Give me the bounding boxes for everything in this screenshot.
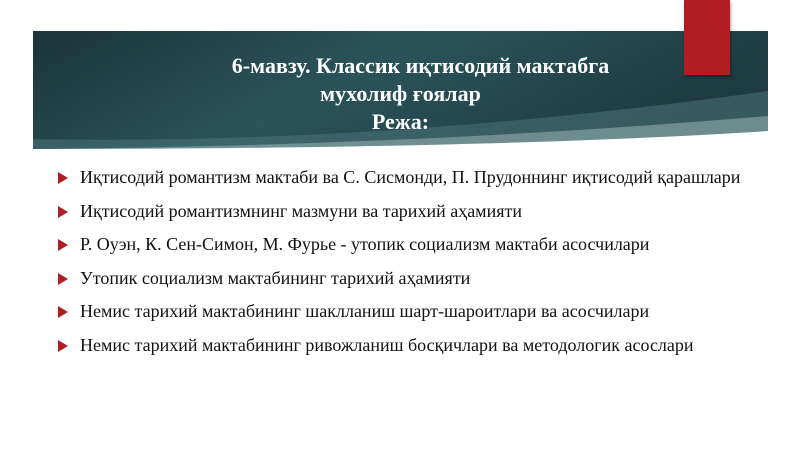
list-item	[58, 266, 758, 291]
triangle-right-icon	[58, 273, 68, 285]
list-item-label: Немис тарихий мактабининг шаклланиш шарт-шароитлари ва асосчилари	[80, 301, 650, 321]
list-item	[58, 165, 758, 190]
list-item-label: Утопик социализм мактабининг тарихий аҳамияти	[80, 267, 471, 288]
slide-title	[33, 52, 768, 136]
list-item-label: Иқтисодий романтизм мактаби ва С. Сисмонди, П. Прудоннинг иқтисодий қарашлари	[80, 167, 741, 187]
list-item-label: Р. Оуэн, К. Сен-Симон, М. Фурье - утопик социализм мактаби асосчилари	[80, 234, 650, 254]
plan-list	[58, 165, 758, 366]
triangle-right-icon	[58, 172, 68, 184]
list-item	[58, 199, 758, 224]
list-item	[58, 299, 758, 324]
title-line-2: мухолиф ғоялар	[320, 81, 481, 106]
list-item-label: Немис тарихий мактабининг ривожланиш босқичлари ва методологик асослари	[80, 334, 694, 355]
triangle-right-icon	[58, 239, 68, 251]
title-line-1: 6-мавзу. Классик иқтисодий мактабга	[231, 53, 610, 78]
list-item-label: Иқтисодий романтизмнинг мазмуни ва тарихий аҳамияти	[80, 200, 522, 221]
triangle-right-icon	[58, 306, 68, 318]
triangle-right-icon	[58, 206, 68, 218]
list-item	[58, 333, 758, 358]
title-line-3: Режа:	[371, 109, 430, 134]
list-item	[58, 232, 758, 257]
triangle-right-icon	[58, 340, 68, 352]
